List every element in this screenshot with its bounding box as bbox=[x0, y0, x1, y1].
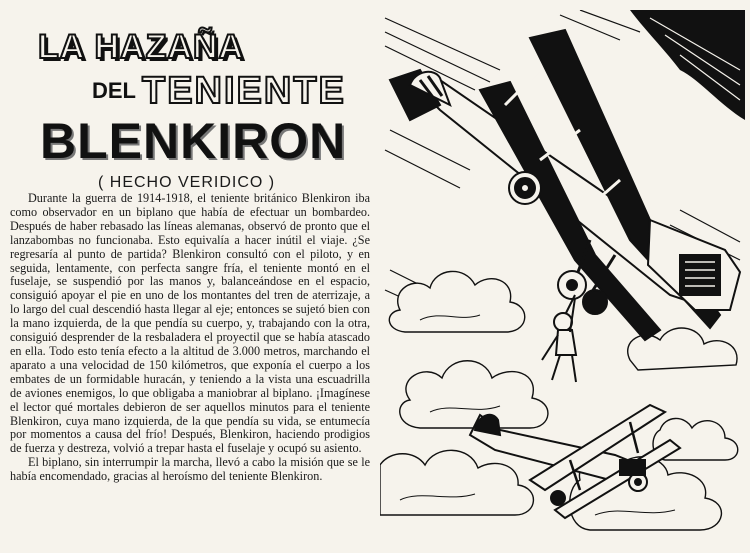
title-del: DEL bbox=[92, 78, 136, 103]
title-line-1: LA HAZAÑA bbox=[38, 28, 245, 66]
biplane-illustration-icon bbox=[380, 10, 745, 550]
article-body bbox=[10, 192, 370, 484]
paragraph-1: Durante la guerra de 1914-1918, el teniente británico Blenkiron iba como observador en un biplano que había de efectuar un bombardeo. Después de haber rebasado las líneas alemanas, observó de pronto que el lanzabombas no funcionaba. Esto equivalía a hacer inútil el viaje. ¿Se regresaría al punto de partida? Blenkiron consultó con el piloto, y en seguida, lentamente, con perfecta sangre fría, el teniente montó en el fuselaje, se suspendió por las manos y, balanceándose en el espacio, consiguió apoyar el pie en uno de los montantes del tren de aterrizaje, a lo largo del cual descendió hasta llegar al eje; entonces se sujetó bien con la mano izquierda, de la que pendía su cuerpo, y, trabajando con la otra, consiguió desprender de la resbaladera el proyectil que se había atascado en ella. Todo esto tenía efecto a la altitud de 3.000 metros, marchando el aparato a una velocidad de 150 kilómetros, que exponía el cuerpo a los embates de un formidable huracán, y teniendo a la vista una escuadrilla de aviones enemigos, lo que obligaba a maniobrar al biplano. ¡Imagínese el lector qué mortales debieron de ser aquellos minutos para el teniente Blenkiron, cuya mano izquierda, de la que pendía su vida, se entumecía por momentos a causa del frío! Después, Blenkiron, haciendo prodigios de fuerza y destreza, volvió a trepar hasta el fuselaje y ocupó su asiento. bbox=[10, 191, 370, 456]
title-line-3: BLENKIRON bbox=[40, 113, 347, 169]
title-teniente: TENIENTE bbox=[142, 70, 346, 112]
subtitle: ( HECHO VERIDICO ) bbox=[98, 174, 276, 191]
title-line-2 bbox=[92, 72, 370, 110]
paragraph-2: El biplano, sin interrumpir la marcha, llevó a cabo la misión que se le había encomendado, gracias al heroísmo del teniente Blenkiron. bbox=[10, 455, 370, 484]
title-block bbox=[30, 30, 370, 192]
